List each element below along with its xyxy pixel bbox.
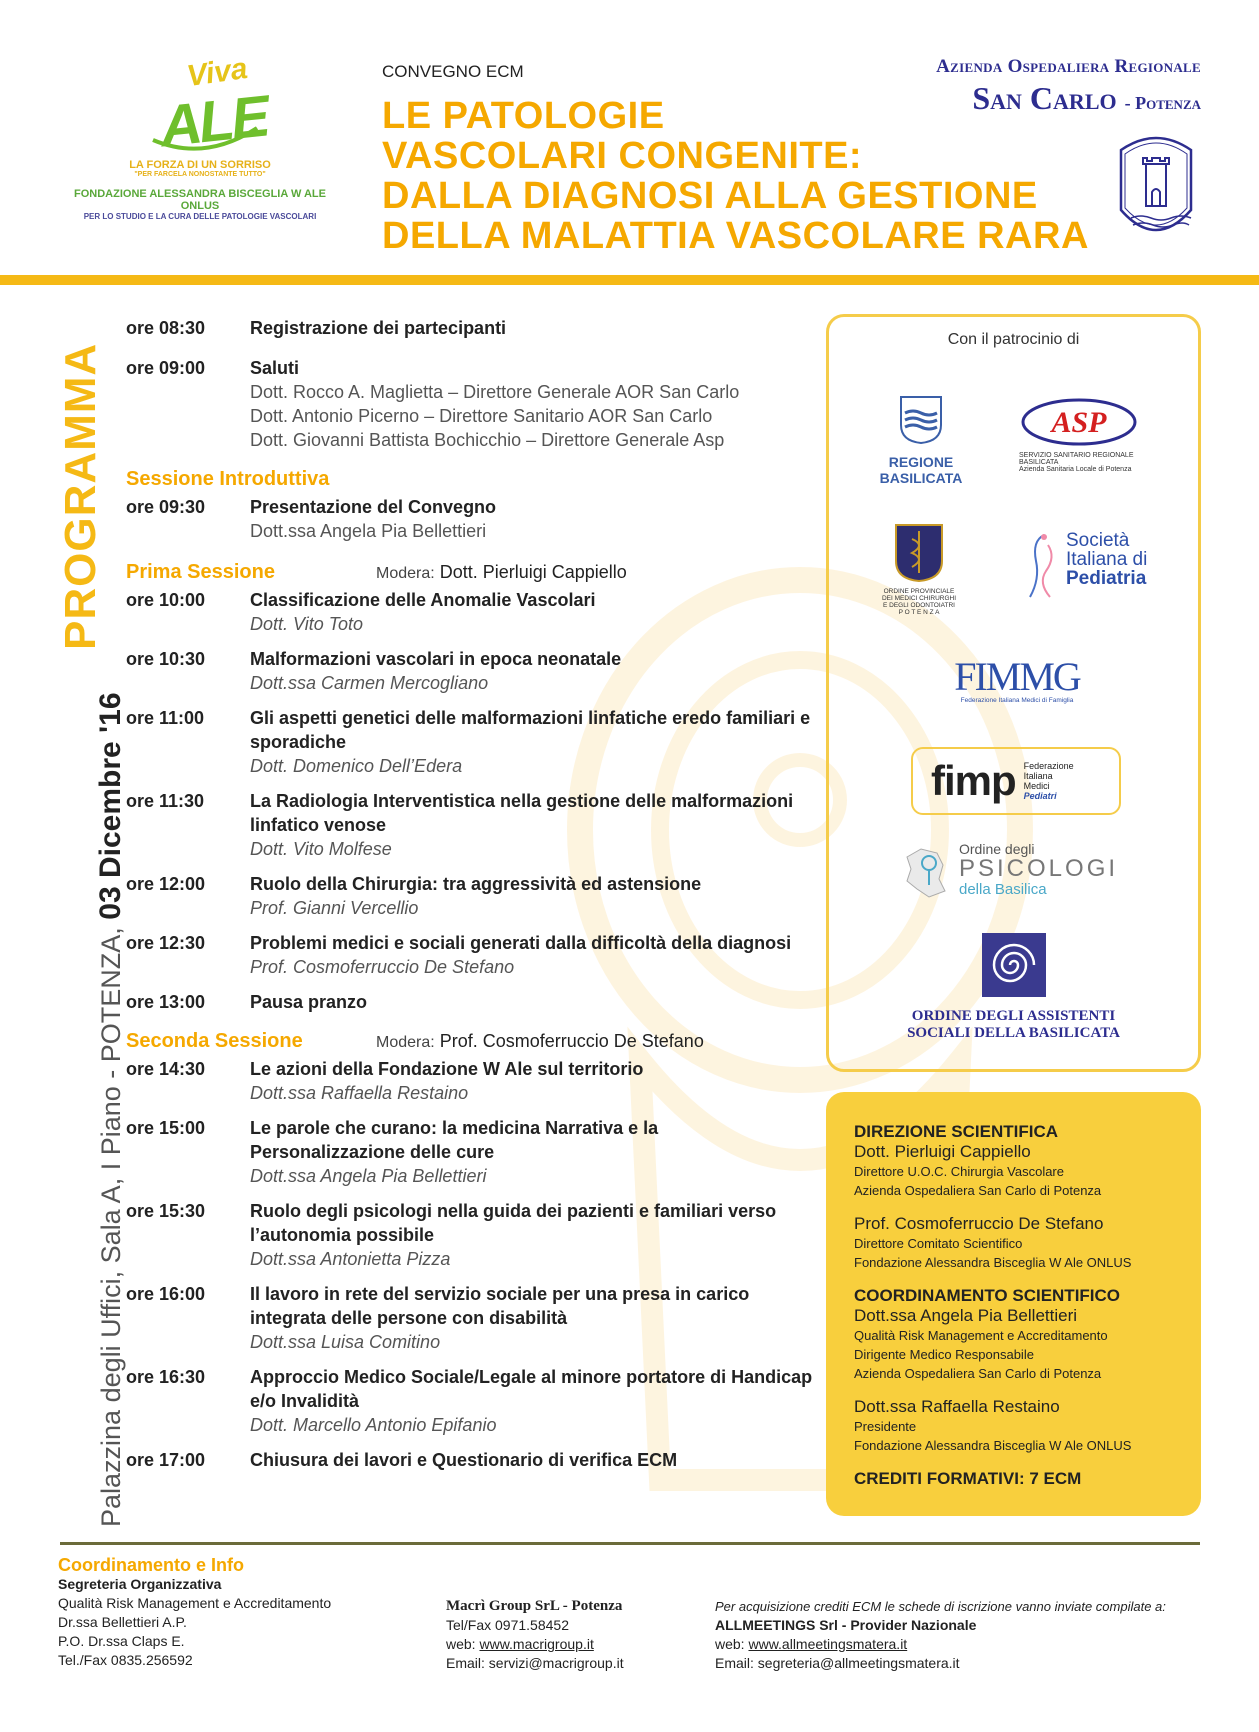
sip-line: Pediatria	[1066, 568, 1147, 589]
item-title: Le azioni della Fondazione W Ale sul territorio	[250, 1059, 644, 1079]
convegno-label: CONVEGNO ECM	[382, 62, 524, 81]
aor-line-2	[936, 80, 1201, 117]
programma-label: PROGRAMMA	[56, 342, 105, 650]
sip-line: Italiana di	[1066, 549, 1148, 570]
item-speaker: Prof. Cosmoferruccio De Stefano	[250, 957, 515, 977]
footer-line: Qualità Risk Management e Accreditamento	[58, 1595, 332, 1611]
aor-san-carlo-logo	[936, 56, 1201, 117]
person-role: Qualità Risk Management e Accreditamento	[854, 1328, 1108, 1343]
moderator	[376, 562, 627, 583]
item-speaker: Dott.ssa Luisa Comitino	[250, 1332, 441, 1352]
item-time: ore 16:00	[126, 1284, 206, 1304]
session-name: Sessione Introduttiva	[126, 468, 330, 490]
fimp-mark: fimp	[931, 757, 1016, 804]
item-speaker: Dott. Domenico Dell’Edera	[250, 756, 463, 776]
item-time: ore 12:30	[126, 933, 206, 953]
person-role: Dirigente Medico Responsabile	[854, 1347, 1034, 1362]
item-time: ore 11:30	[126, 791, 205, 811]
item-line: Dott. Antonio Picerno – Direttore Sanitario AOR San Carlo	[250, 406, 713, 426]
program-list	[126, 316, 816, 1483]
footer-macri	[446, 1597, 624, 1673]
title-line: DALLA DIAGNOSI ALLA GESTIONE	[382, 175, 1038, 217]
person-role: Presidente	[854, 1419, 917, 1434]
direzione-box	[826, 1092, 1201, 1516]
title-line: VASCOLARI CONGENITE:	[382, 135, 863, 177]
footer-company: ALLMEETINGS Srl - Provider Nazionale	[715, 1617, 977, 1633]
item-time: ore 17:00	[126, 1450, 206, 1470]
item-title: Ruolo della Chirurgia: tra aggressività ed astensione	[250, 874, 702, 894]
crediti-label: CREDITI FORMATIVI: 7 ECM	[854, 1469, 1082, 1488]
fimp-line: Federazione	[1023, 761, 1074, 771]
item-speaker: Dott.ssa Antonietta Pizza	[250, 1249, 451, 1269]
item-title: Il lavoro in rete del servizio sociale per una presa in carico integrata delle persone con disabilità	[250, 1284, 750, 1328]
fimp-line: Medici	[1023, 781, 1050, 791]
web-label: web:	[446, 1636, 476, 1652]
person-name: Dott.ssa Angela Pia Bellettieri	[854, 1306, 1078, 1325]
footer-coordinamento	[58, 1556, 331, 1670]
fimmg-logo	[947, 654, 1087, 704]
item-speaker: Prof. Gianni Vercellio	[250, 898, 419, 918]
program-item	[126, 872, 816, 920]
sip-line: Società	[1066, 530, 1130, 551]
item-time: ore 08:30	[126, 318, 206, 338]
aor-city: - Potenza	[1124, 93, 1201, 113]
psicologi-line: della Basilica	[959, 881, 1047, 898]
ordine-line: DEI MEDICI CHIRURGHI	[881, 595, 957, 602]
wale-logo	[55, 52, 345, 232]
program-item	[126, 931, 816, 979]
footer-subheading: Segreteria Organizzativa	[58, 1576, 222, 1592]
program-item	[126, 1116, 816, 1188]
basilicata-map-icon	[899, 843, 959, 903]
ordine-line: E DEGLI ODONTOIATRI	[883, 602, 955, 609]
caduceus-shield-icon	[894, 523, 944, 583]
item-title: Pausa pranzo	[250, 992, 368, 1012]
program-item	[126, 1448, 816, 1472]
item-title: Le parole che curano: la medicina Narrativa e la Personalizzazione delle cure	[250, 1118, 659, 1162]
sip-figure-icon	[1024, 531, 1064, 601]
psicologi-logo	[899, 841, 1149, 898]
footer-heading: Coordinamento e Info	[58, 1555, 244, 1575]
footer-note: Per acquisizione crediti ECM le schede di iscrizione vanno inviate compilate a:	[715, 1599, 1166, 1614]
item-speaker: Dott. Marcello Antonio Epifanio	[250, 1415, 497, 1435]
program-item	[126, 990, 816, 1014]
footer-email[interactable]: Email: servizi@macrigroup.it	[446, 1655, 624, 1671]
asp-text: ASP	[1051, 406, 1107, 439]
wale-foundation: FONDAZIONE ALESSANDRA BISCEGLIA W ALE ONLUS	[74, 188, 326, 212]
asp-line: BASILICATA	[1019, 459, 1059, 466]
fimmg-mark: FIMMG	[954, 654, 1080, 699]
regione-line: REGIONE	[888, 454, 954, 470]
macri-web-link[interactable]: www.macrigroup.it	[479, 1636, 594, 1652]
item-time: ore 10:30	[126, 649, 206, 669]
ordine-medici-logo	[859, 523, 979, 616]
item-title: Classificazione delle Anomalie Vascolari	[250, 590, 596, 610]
footer-line: P.O. Dr.ssa Claps E.	[58, 1633, 185, 1649]
item-speaker: Dott.ssa Carmen Mercogliano	[250, 673, 489, 693]
moderator-label: Modera:	[376, 565, 435, 582]
sip-logo	[1024, 531, 1184, 588]
moderator-name: Dott. Pierluigi Cappiello	[439, 562, 627, 582]
person-role: Azienda Ospedaliera San Carlo di Potenza	[854, 1183, 1102, 1198]
footer-web	[715, 1635, 1166, 1654]
web-label: web:	[715, 1636, 745, 1652]
wale-ale-text: ALE	[156, 83, 271, 160]
person-role: Fondazione Alessandra Bisceglia W Ale ONLUS	[854, 1438, 1132, 1453]
person-name: Dott. Pierluigi Cappiello	[854, 1142, 1031, 1161]
item-title: Registrazione dei partecipanti	[250, 318, 507, 338]
footer-rule	[60, 1542, 1200, 1545]
moderator-name: Prof. Cosmoferruccio De Stefano	[439, 1031, 704, 1051]
item-time: ore 14:30	[126, 1059, 206, 1079]
item-title: Saluti	[250, 358, 300, 378]
program-item	[126, 1199, 816, 1271]
program-item	[126, 647, 816, 695]
person-role: Fondazione Alessandra Bisceglia W Ale ONLUS	[854, 1255, 1132, 1270]
tower-emblem-icon	[1111, 130, 1201, 250]
title-line: LE PATOLOGIE	[382, 95, 665, 137]
item-time: ore 15:30	[126, 1201, 206, 1221]
footer-allmeetings	[715, 1597, 1166, 1673]
fimp-line: Pediatri	[1023, 791, 1057, 801]
psicologi-line: PSICOLOGI	[959, 855, 1119, 882]
program-item	[126, 1057, 816, 1105]
asp-logo	[1019, 397, 1169, 473]
person-role: Direttore Comitato Scientifico	[854, 1236, 1023, 1251]
title-line: DELLA MALATTIA VASCOLARE RARA	[382, 215, 1089, 257]
session-header	[126, 561, 816, 584]
aor-line-1: Azienda Ospedaliera Regionale	[936, 56, 1201, 77]
item-line: Dott. Giovanni Battista Bochicchio – Direttore Generale Asp	[250, 430, 725, 450]
session-name: Prima Sessione	[126, 561, 275, 583]
item-time: ore 11:00	[126, 708, 205, 728]
item-time: ore 12:00	[126, 874, 206, 894]
program-item	[126, 1365, 816, 1437]
footer-line: Tel/Fax 0971.58452	[446, 1617, 569, 1633]
venue-date	[94, 692, 128, 1527]
venue-text: Palazzina degli Uffici, Sala A, I Piano - POTENZA,	[96, 927, 126, 1527]
footer-line: Dr.ssa Bellettieri A.P.	[58, 1614, 187, 1630]
item-time: ore 15:00	[126, 1118, 206, 1138]
item-line: Dott.ssa Angela Pia Bellettieri	[250, 521, 487, 541]
item-time: ore 13:00	[126, 992, 206, 1012]
wale-tagline-2: "PER FARCELA NONOSTANTE TUTTO"	[134, 171, 266, 178]
item-speaker: Dott. Vito Molfese	[250, 839, 392, 859]
wale-viva-text: Viva	[184, 51, 250, 94]
moderator-label: Modera:	[376, 1034, 435, 1051]
program-item	[126, 588, 816, 636]
page-title	[382, 96, 1122, 256]
wale-tagline: LA FORZA DI UN SORRISO	[129, 159, 271, 171]
item-title: Gli aspetti genetici delle malformazioni linfatiche eredo familiari e sporadiche	[250, 708, 811, 752]
footer-web	[446, 1635, 624, 1654]
item-title: Malformazioni vascolari in epoca neonatale	[250, 649, 622, 669]
regione-line: BASILICATA	[879, 470, 963, 486]
item-title: Approccio Medico Sociale/Legale al minore portatore di Handicap e/o Invalidità	[250, 1367, 813, 1411]
patrocinio-box	[826, 314, 1201, 1072]
psicologi-line: Ordine degli	[959, 841, 1035, 857]
item-time: ore 09:30	[126, 497, 206, 517]
direzione-heading: DIREZIONE SCIENTIFICA	[854, 1122, 1059, 1141]
asp-mark-icon	[1019, 397, 1139, 447]
item-speaker: Dott. Vito Toto	[250, 614, 364, 634]
fimp-logo	[911, 747, 1121, 815]
session-name: Seconda Sessione	[126, 1030, 303, 1052]
program-item	[126, 356, 816, 452]
session-header	[126, 468, 816, 491]
person-role: Azienda Ospedaliera San Carlo di Potenza	[854, 1366, 1102, 1381]
ordine-line: P O T E N Z A	[898, 609, 940, 616]
program-item	[126, 495, 816, 543]
item-title: Chiusura dei lavori e Questionario di verifica ECM	[250, 1450, 678, 1470]
item-title: Problemi medici e sociali generati dalla difficoltà della diagnosi	[250, 933, 792, 953]
person-name: Prof. Cosmoferruccio De Stefano	[854, 1214, 1104, 1233]
fimp-line: Italiana	[1023, 771, 1053, 781]
aor-name: San Carlo	[972, 80, 1117, 116]
program-item	[126, 706, 816, 778]
item-time: ore 09:00	[126, 358, 206, 378]
footer-line: Tel./Fax 0835.256592	[58, 1652, 193, 1668]
fimmg-sub: Federazione Italiana Medici di Famiglia	[960, 697, 1074, 704]
item-time: ore 10:00	[126, 590, 206, 610]
item-title: La Radiologia Interventistica nella gestione delle malformazioni linfatico venose	[250, 791, 794, 835]
coordinamento-heading: COORDINAMENTO SCIENTIFICO	[854, 1286, 1121, 1305]
item-time: ore 16:30	[126, 1367, 206, 1387]
session-header	[126, 1030, 816, 1053]
program-item	[126, 1282, 816, 1354]
assistenti-line: ORDINE DEGLI ASSISTENTI	[911, 1008, 1116, 1024]
regione-basilicata-logo	[871, 395, 971, 486]
program-item	[126, 789, 816, 861]
wale-foundation-sub: PER LO STUDIO E LA CURA DELLE PATOLOGIE VASCOLARI	[83, 212, 317, 221]
patrocinio-label: Con il patrocinio di	[947, 331, 1080, 348]
footer-email[interactable]: Email: segreteria@allmeetingsmatera.it	[715, 1655, 960, 1671]
ordine-line: ORDINE PROVINCIALE	[883, 588, 955, 595]
item-line: Dott. Rocco A. Maglietta – Direttore Generale AOR San Carlo	[250, 382, 740, 402]
item-title: Ruolo degli psicologi nella guida dei pazienti e familiari verso l’autonomia possibile	[250, 1201, 777, 1245]
regione-shield-icon	[899, 395, 943, 445]
item-title: Presentazione del Convegno	[250, 497, 497, 517]
person-name: Dott.ssa Raffaella Restaino	[854, 1397, 1060, 1416]
header-rule	[0, 275, 1259, 285]
assistenti-line: SOCIALI DELLA BASILICATA	[907, 1025, 1120, 1041]
person-role: Direttore U.O.C. Chirurgia Vascolare	[854, 1164, 1064, 1179]
spiral-icon	[982, 933, 1046, 997]
moderator	[376, 1031, 704, 1052]
footer-company: Macrì Group SrL - Potenza	[446, 1598, 623, 1614]
swoosh-icon	[145, 92, 265, 152]
allmeetings-web-link[interactable]: www.allmeetingsmatera.it	[748, 1636, 908, 1652]
event-date: 03 Dicembre '16	[94, 692, 127, 920]
asp-line: SERVIZIO SANITARIO REGIONALE	[1019, 452, 1134, 459]
item-speaker: Dott.ssa Angela Pia Bellettieri	[250, 1166, 487, 1186]
assistenti-sociali-logo	[829, 933, 1198, 1042]
asp-line: Azienda Sanitaria Locale di Potenza	[1019, 466, 1132, 473]
item-speaker: Dott.ssa Raffaella Restaino	[250, 1083, 469, 1103]
program-item	[126, 316, 816, 340]
